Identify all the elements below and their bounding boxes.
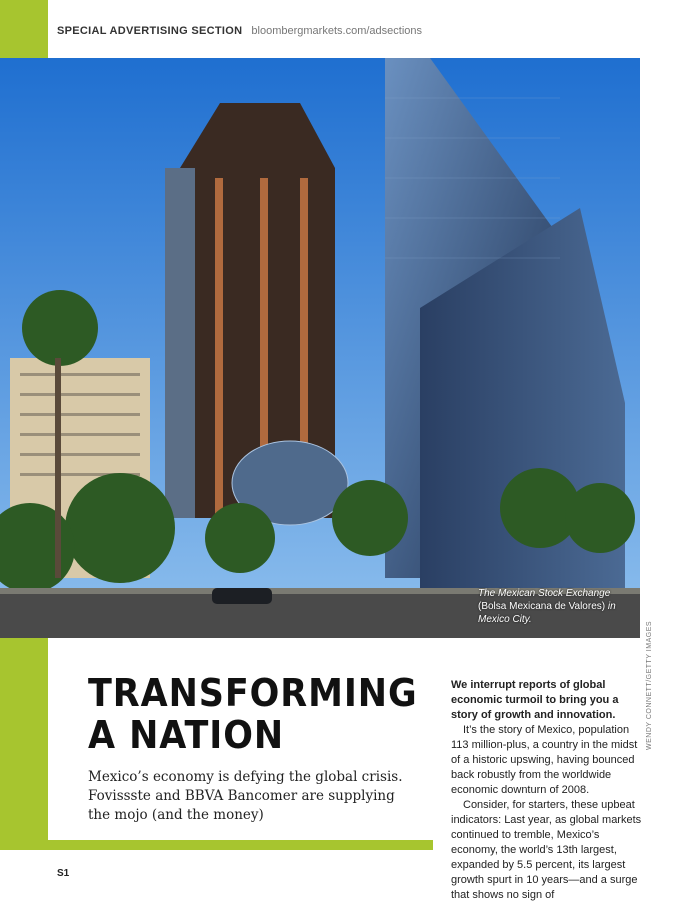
bottom-green-line (48, 840, 433, 850)
section-url: bloombergmarkets.com/adsections (251, 25, 422, 37)
caption-end: in Mexico City. (478, 601, 616, 625)
headline-line-2: A NATION (88, 713, 285, 757)
hero-photo (0, 58, 640, 638)
left-green-bar (0, 638, 48, 850)
headline-line-1: TRANSFORMING (88, 671, 418, 715)
headline (88, 671, 418, 757)
page-number: S1 (57, 868, 70, 879)
caption-middle: (Bolsa Mexicana de Valores) (478, 601, 606, 612)
body-paragraph-2: Consider, for starters, these upbeat indicators: Last year, as global markets continued to tremble, Mexico’s economy, the world’s 13th largest, expanded by 5.5 percent, its largest growth spurt in 10 years—and a surge that shows no sign of (451, 799, 642, 901)
car (212, 588, 272, 604)
header-green-block (0, 0, 48, 58)
lead-paragraph: We interrupt reports of global economic turmoil to bring you a story of growth and innovation. (451, 679, 619, 721)
body-paragraph-1: It’s the story of Mexico, population 113 million-plus, a country in the midst of a historic upswing, having bounced back robustly from the worldwide economic downturn of 2008. (451, 724, 638, 796)
photo-credit: WENDY CONNETT/GETTY IMAGES (646, 620, 653, 750)
header (57, 25, 422, 37)
deck: Mexico’s economy is defying the global crisis. Fovissste and BBVA Bancomer are supplying the mojo (and the money) (88, 769, 403, 823)
body-column (451, 678, 646, 903)
caption-title: The Mexican Stock Exchange (478, 588, 611, 599)
stock-exchange-illustration (0, 58, 640, 638)
photo-caption (478, 587, 628, 626)
section-label: SPECIAL ADVERTISING SECTION (57, 25, 243, 37)
